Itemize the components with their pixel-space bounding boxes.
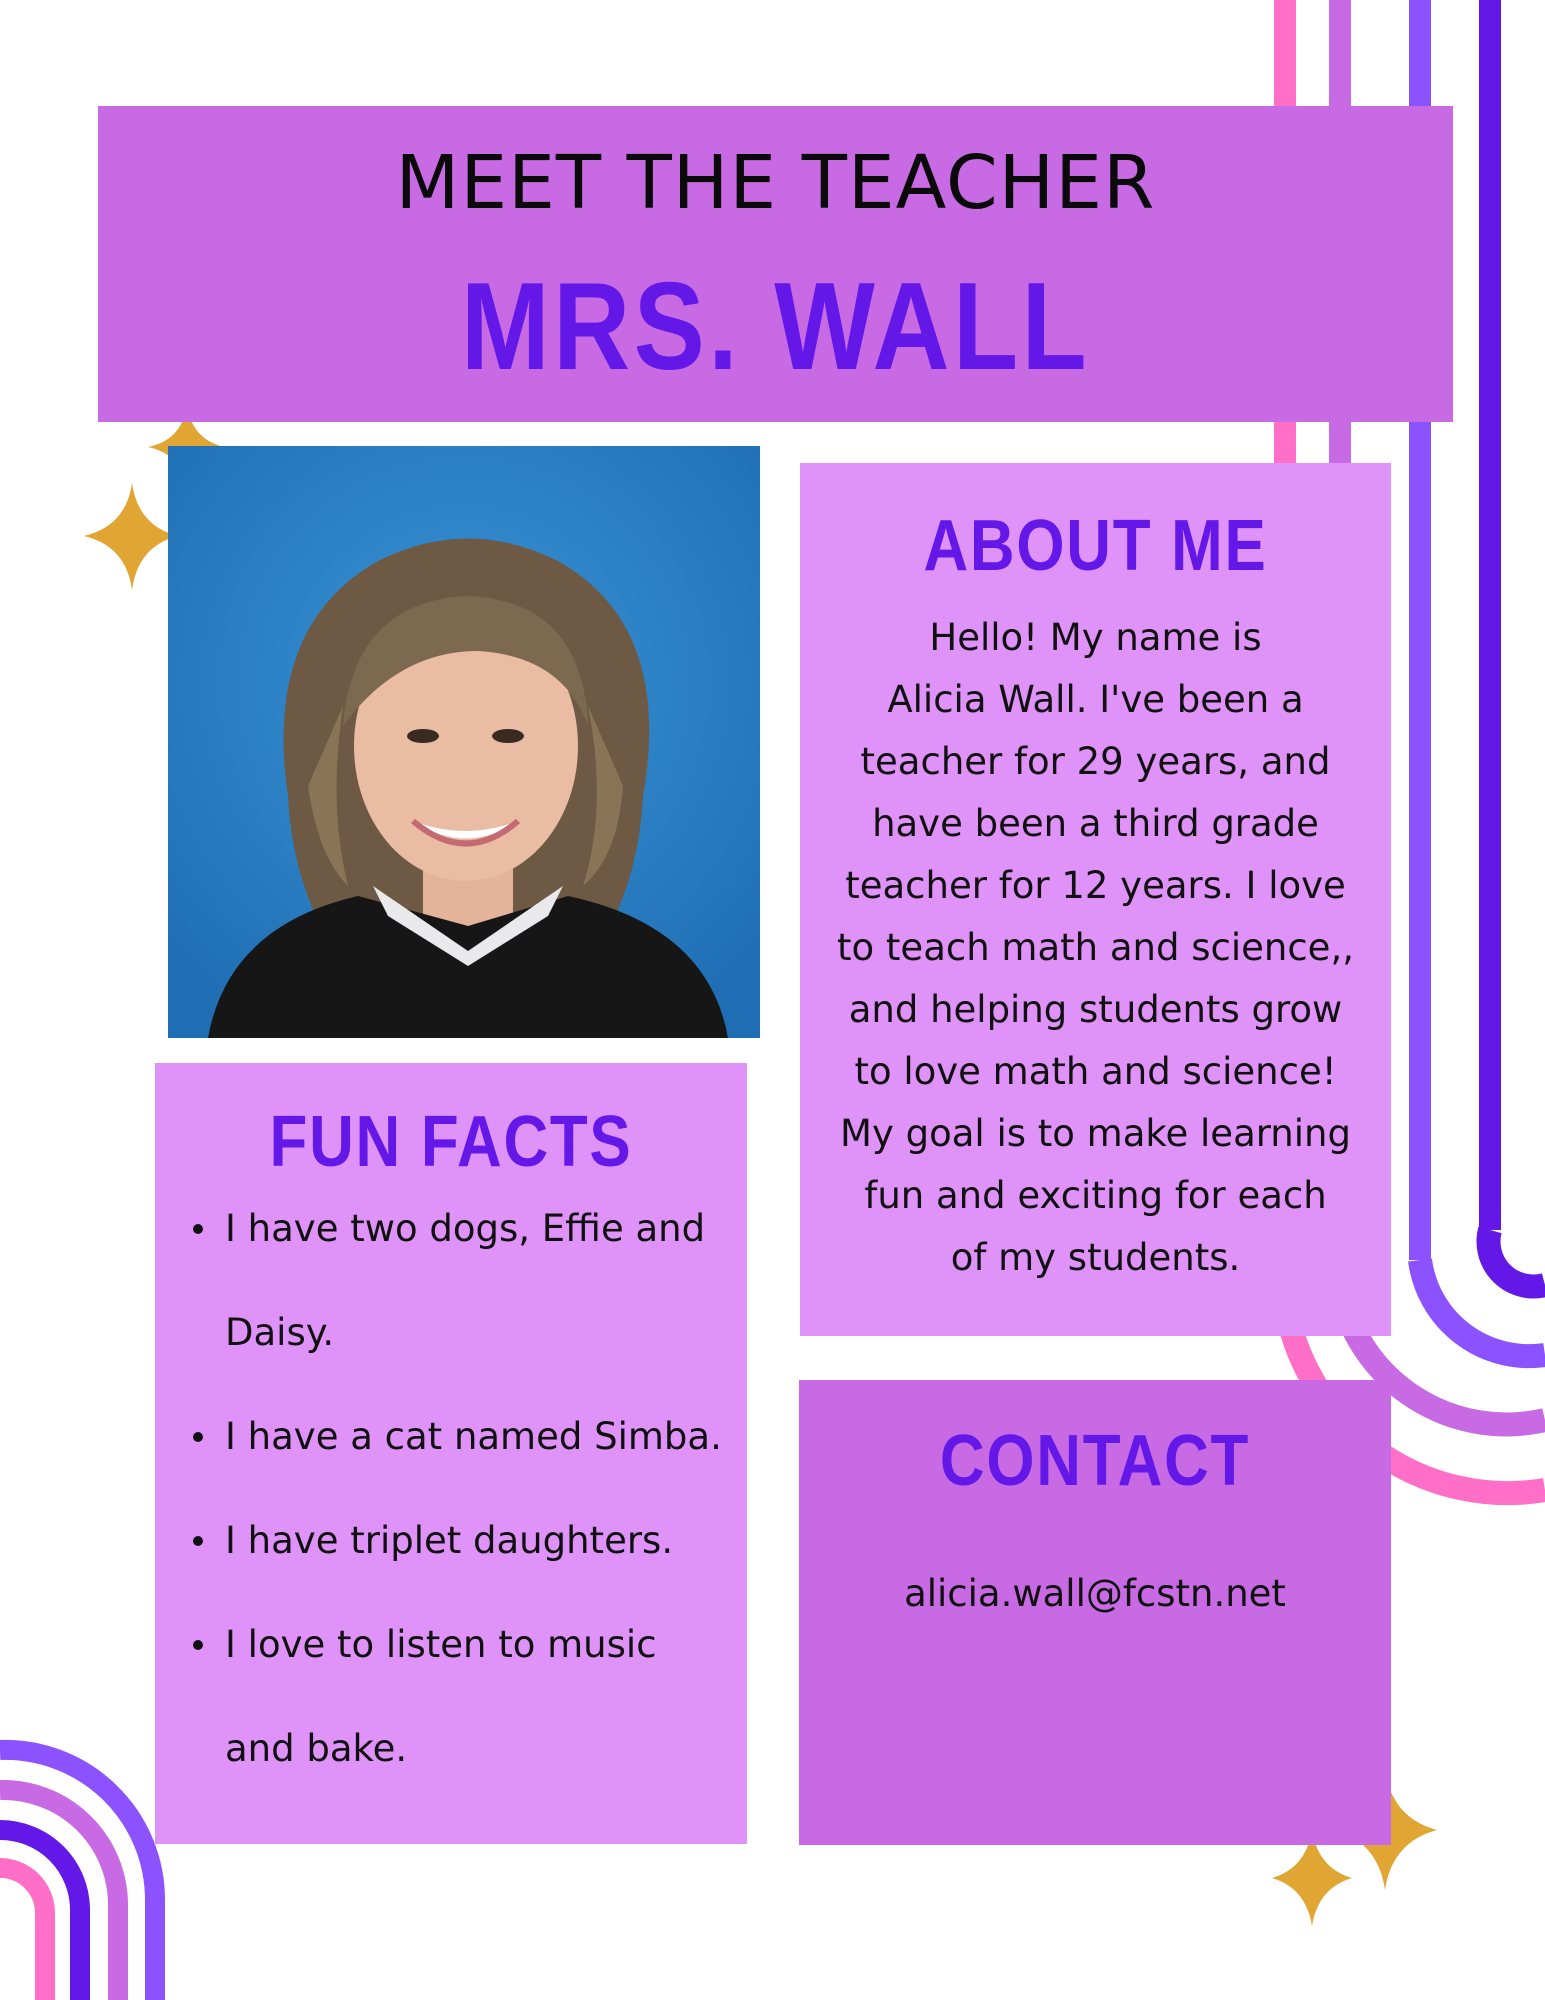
- fun-facts-panel: [155, 1063, 747, 1844]
- about-line: to teach math and science,,: [837, 926, 1354, 969]
- about-me-panel: [800, 463, 1391, 1336]
- list-item: [155, 1593, 747, 1697]
- about-line: of my students.: [950, 1236, 1241, 1279]
- about-line: to love math and science!: [854, 1050, 1337, 1093]
- about-line: teacher for 29 years, and: [860, 740, 1331, 783]
- about-line: and helping students grow: [848, 988, 1343, 1031]
- about-line: My goal is to make learning: [840, 1112, 1351, 1155]
- fact-text: I love to listen to music: [225, 1623, 657, 1666]
- about-line: have been a third grade: [872, 802, 1319, 845]
- header-banner: [98, 106, 1453, 422]
- list-item: [155, 1697, 747, 1801]
- fact-text: I have two dogs, Effie and: [225, 1207, 706, 1250]
- teacher-photo: [168, 446, 760, 1038]
- list-item: [155, 1385, 747, 1489]
- about-line: teacher for 12 years. I love: [845, 864, 1346, 907]
- list-item: [155, 1489, 747, 1593]
- bullet-icon: [193, 1432, 203, 1442]
- contact-title: CONTACT: [939, 1421, 1251, 1501]
- list-item: [155, 1177, 747, 1281]
- about-line: Hello! My name is: [929, 616, 1262, 659]
- about-me-text: [800, 607, 1391, 1289]
- about-me-title: ABOUT ME: [923, 506, 1268, 586]
- bullet-icon: [193, 1640, 203, 1650]
- header-eyebrow: MEET THE TEACHER: [395, 140, 1156, 226]
- bullet-icon: [193, 1224, 203, 1234]
- teacher-name: MRS. WALL: [460, 258, 1091, 396]
- fact-text: I have a cat named Simba.: [225, 1415, 722, 1458]
- fact-text: Daisy.: [225, 1311, 335, 1354]
- portrait-image: [168, 446, 760, 1038]
- list-item: [155, 1281, 747, 1385]
- fun-facts-title: FUN FACTS: [269, 1102, 633, 1182]
- about-line: Alicia Wall. I've been a: [887, 678, 1304, 721]
- about-line: fun and exciting for each: [864, 1174, 1327, 1217]
- fact-text: and bake.: [225, 1727, 408, 1770]
- bullet-icon: [193, 1536, 203, 1546]
- fun-facts-list: [155, 1177, 747, 1801]
- fact-text: I have triplet daughters.: [225, 1519, 674, 1562]
- contact-panel: [799, 1380, 1391, 1845]
- contact-email[interactable]: alicia.wall@fcstn.net: [904, 1572, 1286, 1615]
